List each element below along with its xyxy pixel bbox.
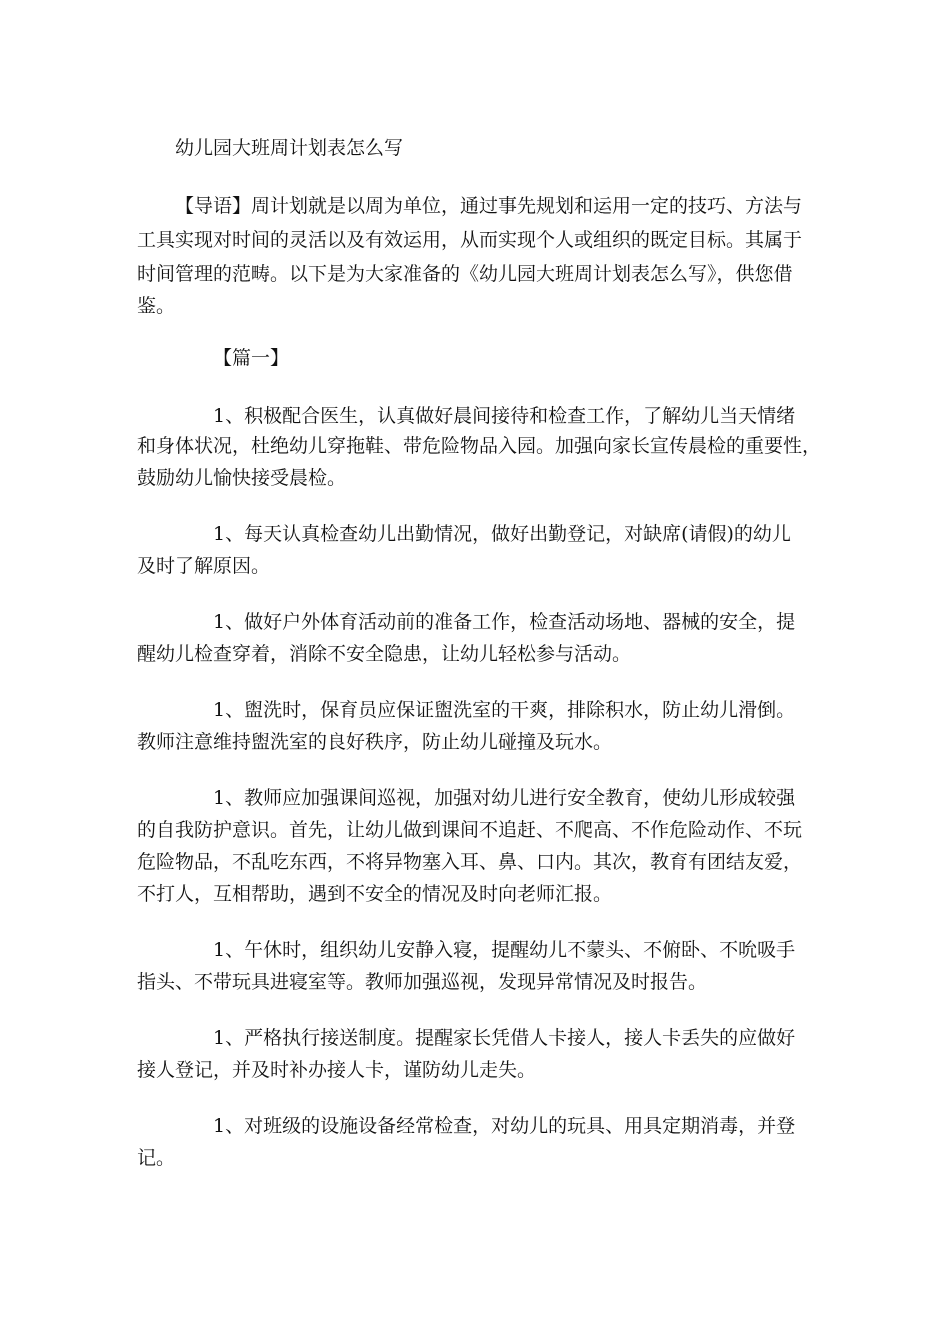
paragraph-line: 教师注意维持盥洗室的良好秩序，防止幼儿碰撞及玩水。 — [137, 731, 613, 753]
paragraph-line: 1、对班级的设施设备经常检查，对幼儿的玩具、用具定期消毒，并登 — [213, 1115, 796, 1137]
paragraph-line: 1、盥洗时，保育员应保证盥洗室的干爽，排除积水，防止幼儿滑倒。 — [213, 699, 796, 721]
paragraph-line: 1、教师应加强课间巡视，加强对幼儿进行安全教育，使幼儿形成较强 — [213, 787, 796, 809]
paragraph-line: 鼓励幼儿愉快接受晨检。 — [137, 467, 347, 489]
paragraph-line: 1、做好户外体育活动前的准备工作，检查活动场地、器械的安全，提 — [213, 611, 796, 633]
paragraph-line: 1、每天认真检查幼儿出勤情况，做好出勤登记，对缺席(请假)的幼儿 — [213, 523, 791, 545]
paragraph-line: 不打人，互相帮助，遇到不安全的情况及时向老师汇报。 — [137, 883, 613, 905]
paragraph-line: 和身体状况，杜绝幼儿穿拖鞋、带危险物品入园。加强向家长宣传晨检的重要性， — [137, 435, 822, 457]
intro-line: 鉴。 — [137, 295, 176, 317]
intro-line: 【导语】周计划就是以周为单位，通过事先规划和运用一定的技巧、方法与 — [175, 195, 803, 217]
intro-line: 工具实现对时间的灵活以及有效运用，从而实现个人或组织的既定目标。其属于 — [137, 229, 803, 251]
paragraph-line: 1、午休时，组织幼儿安静入寝，提醒幼儿不蒙头、不俯卧、不吮吸手 — [213, 939, 796, 961]
paragraph-line: 1、严格执行接送制度。提醒家长凭借人卡接人，接人卡丢失的应做好 — [213, 1027, 796, 1049]
paragraph-line: 危险物品，不乱吃东西，不将异物塞入耳、鼻、口内。其次，教育有团结友爱， — [137, 851, 803, 873]
paragraph-line: 记。 — [137, 1147, 176, 1169]
paragraph-line: 接人登记，并及时补办接人卡，谨防幼儿走失。 — [137, 1059, 537, 1081]
section-heading: 【篇一】 — [213, 347, 290, 369]
intro-line: 时间管理的范畴。以下是为大家准备的《幼儿园大班周计划表怎么写》，供您借 — [137, 263, 793, 285]
paragraph-line: 醒幼儿检查穿着，消除不安全隐患，让幼儿轻松参与活动。 — [137, 643, 632, 665]
paragraph-line: 及时了解原因。 — [137, 555, 271, 577]
paragraph-line: 的自我防护意识。首先，让幼儿做到课间不追赶、不爬高、不作危险动作、不玩 — [137, 819, 803, 841]
document-title: 幼儿园大班周计划表怎么写 — [175, 137, 404, 159]
paragraph-line: 指头、不带玩具进寝室等。教师加强巡视，发现异常情况及时报告。 — [137, 971, 708, 993]
paragraph-line: 1、积极配合医生，认真做好晨间接待和检查工作，了解幼儿当天情绪 — [213, 405, 796, 427]
